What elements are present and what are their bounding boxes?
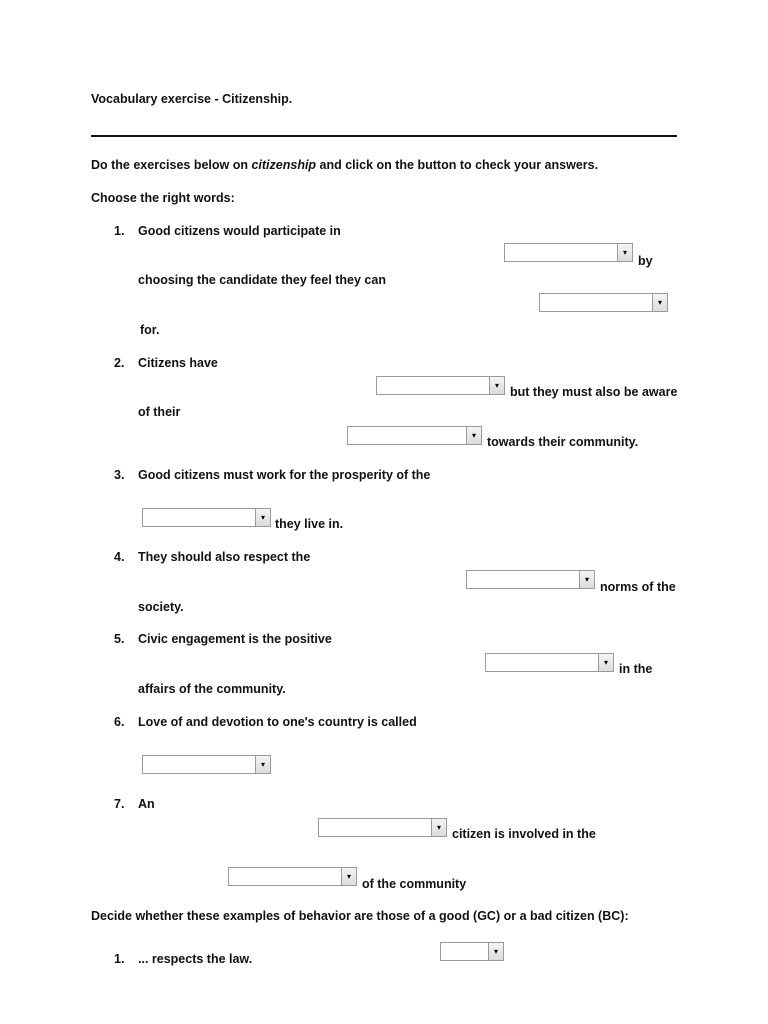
answer-dropdown-1a[interactable] bbox=[504, 243, 633, 262]
behavior-number: 1. bbox=[114, 952, 125, 966]
answer-dropdown-2b[interactable] bbox=[347, 426, 482, 445]
behavior-text: ... respects the law. bbox=[138, 952, 253, 966]
answer-dropdown-1b[interactable] bbox=[539, 293, 668, 312]
question-number: 1. bbox=[114, 224, 125, 238]
gc-bc-dropdown-1[interactable] bbox=[440, 942, 504, 961]
answer-dropdown-7b[interactable] bbox=[228, 867, 357, 886]
answer-dropdown-3[interactable] bbox=[142, 508, 271, 527]
question-text: Love of and devotion to one's country is called bbox=[138, 715, 417, 729]
chevron-down-icon[interactable]: ▾ bbox=[579, 571, 594, 588]
question-text: Citizens have bbox=[138, 356, 218, 370]
section-heading-decide: Decide whether these examples of behavior are those of a good (GC) or a bad citizen (BC): bbox=[91, 909, 629, 923]
answer-dropdown-6[interactable] bbox=[142, 755, 271, 774]
chevron-down-icon[interactable]: ▾ bbox=[341, 868, 356, 885]
question-number: 5. bbox=[114, 632, 125, 646]
answer-dropdown-2a[interactable] bbox=[376, 376, 505, 395]
chevron-down-icon[interactable]: ▾ bbox=[489, 377, 504, 394]
chevron-down-icon[interactable]: ▾ bbox=[255, 756, 270, 773]
intro-before: Do the exercises below on bbox=[91, 158, 252, 172]
question-number: 7. bbox=[114, 797, 125, 811]
question-number: 6. bbox=[114, 715, 125, 729]
answer-dropdown-5[interactable] bbox=[485, 653, 614, 672]
title-divider bbox=[91, 135, 677, 137]
question-number: 4. bbox=[114, 550, 125, 564]
question-text: of the community bbox=[362, 877, 467, 891]
question-number: 2. bbox=[114, 356, 125, 370]
section-heading-choose: Choose the right words: bbox=[91, 191, 235, 205]
question-number: 3. bbox=[114, 468, 125, 482]
question-text: Good citizens must work for the prosperity of the bbox=[138, 468, 431, 482]
answer-dropdown-7a[interactable] bbox=[318, 818, 447, 837]
question-text: towards their community. bbox=[487, 435, 639, 449]
question-text: they live in. bbox=[275, 517, 344, 531]
chevron-down-icon[interactable]: ▾ bbox=[617, 244, 632, 261]
question-text: affairs of the community. bbox=[138, 682, 286, 696]
chevron-down-icon[interactable]: ▾ bbox=[466, 427, 481, 444]
chevron-down-icon[interactable]: ▾ bbox=[598, 654, 613, 671]
chevron-down-icon[interactable]: ▾ bbox=[488, 943, 503, 960]
answer-dropdown-4[interactable] bbox=[466, 570, 595, 589]
question-text: for. bbox=[140, 323, 160, 337]
question-text: Civic engagement is the positive bbox=[138, 632, 332, 646]
question-text: norms of the bbox=[600, 580, 676, 594]
question-text: of their bbox=[138, 405, 181, 419]
question-text: by bbox=[638, 254, 653, 268]
question-text: choosing the candidate they feel they can bbox=[138, 273, 386, 287]
question-text: Good citizens would participate in bbox=[138, 224, 341, 238]
question-text: They should also respect the bbox=[138, 550, 311, 564]
question-text: An bbox=[138, 797, 155, 811]
intro-text bbox=[91, 158, 598, 172]
intro-after: and click on the button to check your answers. bbox=[316, 158, 599, 172]
chevron-down-icon[interactable]: ▾ bbox=[652, 294, 667, 311]
intro-emphasis: citizenship bbox=[251, 158, 317, 172]
document-title: Vocabulary exercise - Citizenship. bbox=[91, 92, 293, 106]
question-text: citizen is involved in the bbox=[452, 827, 596, 841]
chevron-down-icon[interactable]: ▾ bbox=[431, 819, 446, 836]
question-text: in the bbox=[619, 662, 653, 676]
question-text: but they must also be aware bbox=[510, 385, 678, 399]
chevron-down-icon[interactable]: ▾ bbox=[255, 509, 270, 526]
question-text: society. bbox=[138, 600, 184, 614]
